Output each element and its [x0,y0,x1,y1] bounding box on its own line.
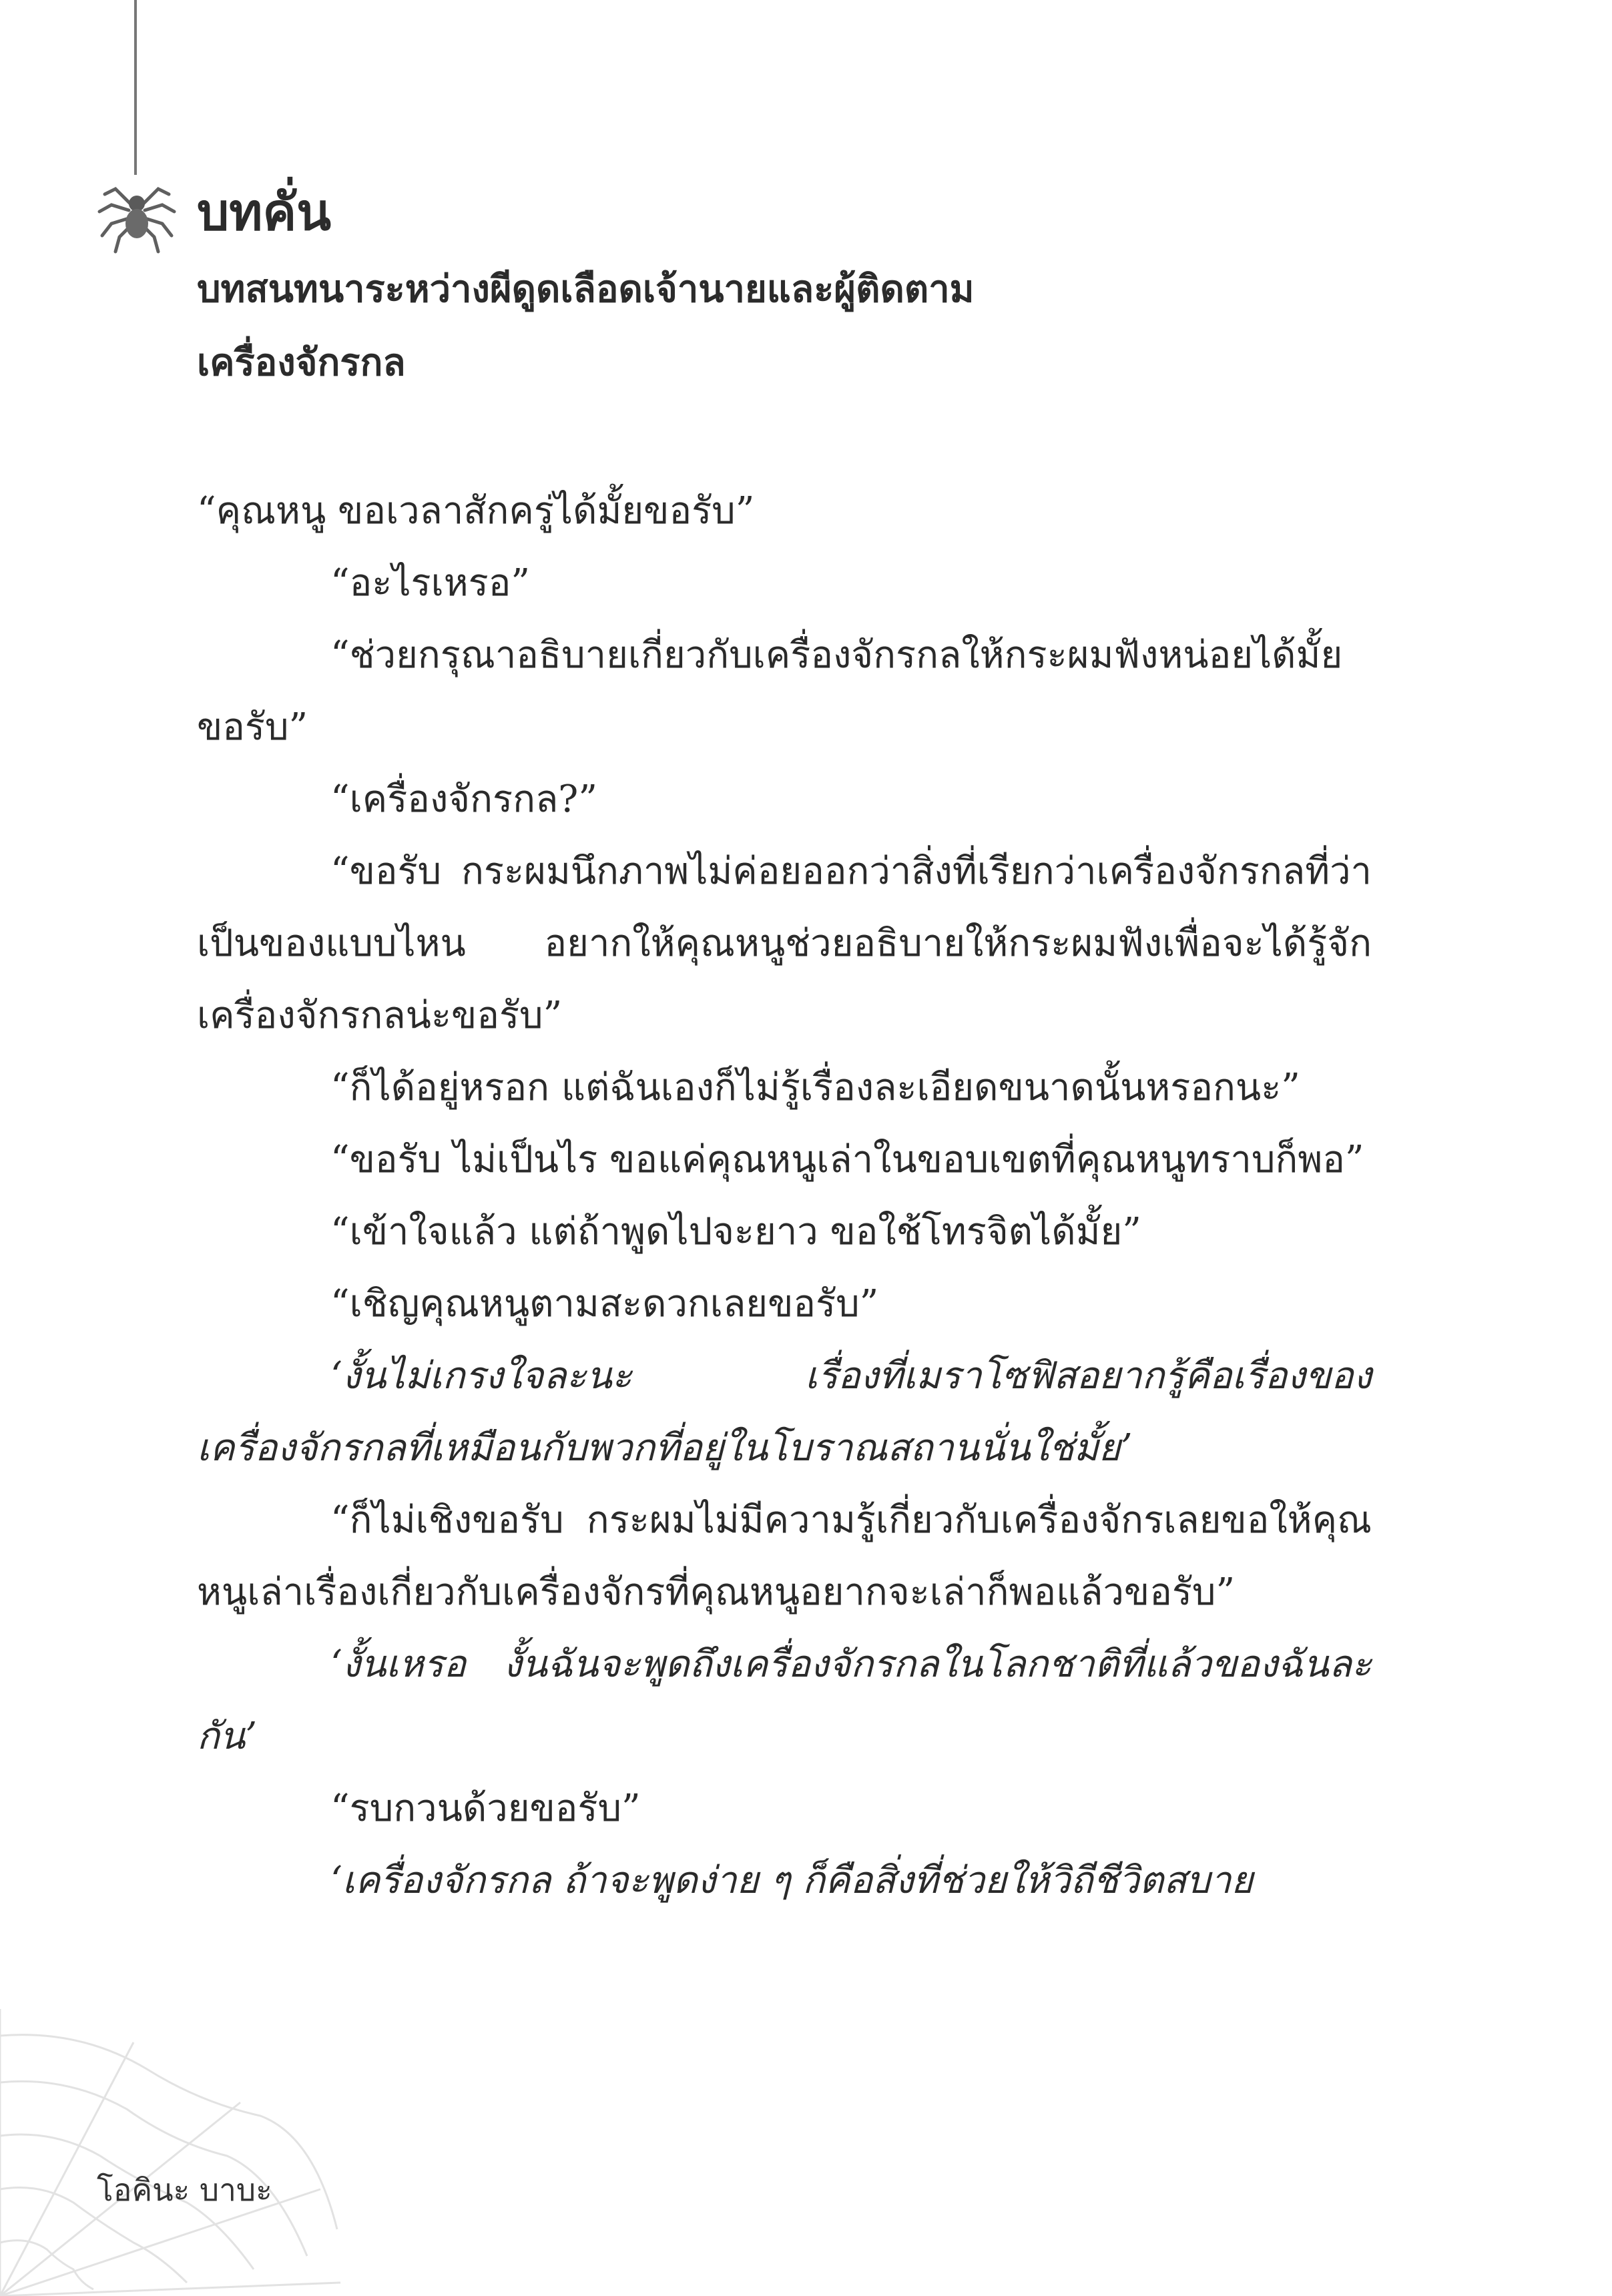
paragraph: “ก็ไม่เชิงขอรับ กระผมไม่มีความรู้เกี่ยวกับเครื่องจักรเลยขอให้คุณหนูเล่าเรื่องเกี่ยวกับเครื่องจักรที่คุณหนูอยากจะเล่าก็พอแล้วขอรับ” [197,1498,1372,1614]
paragraph: “เข้าใจแล้ว แต่ถ้าพูดไปจะยาว ขอใช้โทรจิตได้มั้ย” [330,1210,1141,1253]
spider-thread [134,0,137,175]
chapter-subtitle-line2: เครื่องจักรกล [197,341,406,384]
paragraph: “ช่วยกรุณาอธิบายเกี่ยวกับเครื่องจักรกลให้กระผมฟังหน่อยได้มั้ยขอรับ” [197,633,1343,749]
paragraph: “เครื่องจักรกล?” [330,778,597,821]
paragraph: “คุณหนู ขอเวลาสักครู่ได้มั้ยขอรับ” [197,489,755,533]
telepathy-paragraph: ‘งั้นเหรอ งั้นฉันจะพูดถึงเครื่องจักรกลในโลกชาติที่แล้วของฉันละกัน’ [197,1643,1372,1758]
telepathy-paragraph: ‘เครื่องจักรกล ถ้าจะพูดง่าย ๆ ก็คือสิ่งที่ช่วยให้วิถีชีวิตสบาย [330,1859,1254,1902]
paragraph: “อะไรเหรอ” [330,561,530,605]
page-footer-author: โอคินะ บาบะ [97,2172,272,2208]
paragraph: “รบกวนด้วยขอรับ” [330,1787,641,1830]
spider-icon [97,170,177,257]
chapter-title: บทคั่น [197,182,332,242]
paragraph: “ขอรับ ไม่เป็นไร ขอแค่คุณหนูเล่าในขอบเขตที่คุณหนูทราบก็พอ” [330,1138,1364,1181]
paragraph: “เชิญคุณหนูตามสะดวกเลยขอรับ” [330,1282,879,1326]
spiderweb-icon [0,1989,347,2296]
telepathy-paragraph: ‘งั้นไม่เกรงใจละนะ เรื่องที่เมราโซฟิสอยากรู้คือเรื่องของเครื่องจักรกลที่เหมือนกับพวกที่อยู่ในโบราณสถานนั่นใช่มั้ย’ [197,1354,1372,1470]
chapter-heading [197,175,1532,396]
dialogue-text [197,475,1372,1917]
chapter-subtitle-line1: บทสนทนาระหว่างผีดูดเลือดเจ้านายและผู้ติดตาม [197,268,975,311]
paragraph: “ขอรับ กระผมนึกภาพไม่ค่อยออกว่าสิ่งที่เรียกว่าเครื่องจักรกลที่ว่าเป็นของแบบไหน อยากให้คุณหนูช่วยอธิบายให้กระผมฟังเพื่อจะได้รู้จักเครื่องจักรกลน่ะขอรับ” [197,850,1372,1037]
paragraph: “ก็ได้อยู่หรอก แต่ฉันเองก็ไม่รู้เรื่องละเอียดขนาดนั้นหรอกนะ” [330,1066,1300,1109]
